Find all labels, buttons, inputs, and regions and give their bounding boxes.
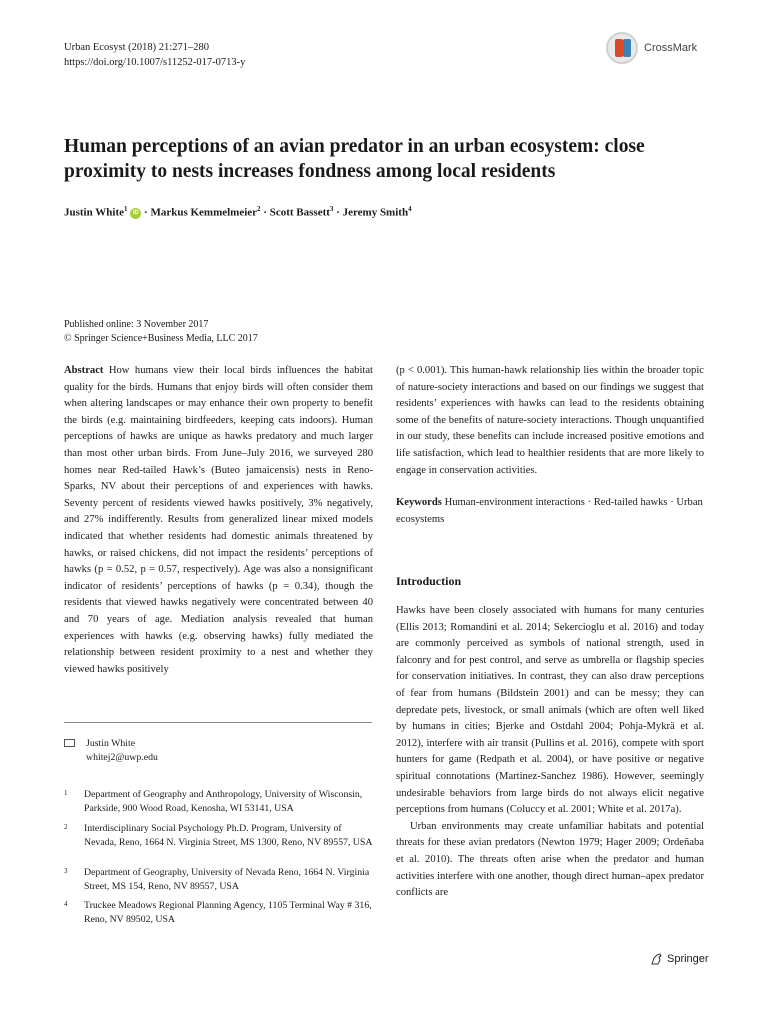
author-separator: · xyxy=(260,206,270,219)
publication-info xyxy=(64,318,258,346)
affiliation-text: Interdisciplinary Social Psychology Ph.D. Program, University of Nevada, Reno, 1664 N. Virginia Street, MS 1300, Reno, NV 89557, USA xyxy=(84,823,373,849)
affiliation-number: 1 xyxy=(64,789,68,797)
abstract-right xyxy=(396,363,704,528)
introduction-paragraph: Hawks have been closely associated with humans for many centuries (Ellis 2013; Romandini et al. 2014; Sekercioglu et al. 2016) and today are commonly perceived as symbols of national strength, used in falconry and for pest control, and serve as umbrella or flagship species for conservation initiatives. In contrast, they can also draw perceptions of fear from humans (Bildstein 2001) and can be messy; they can depredate pets, livestock, or small animals (which are often well liked by humans in cities; Bjerke and Ostdahl 2004; Pohja-Mykrä et al. 2012), interfere with air transit (Pullins et al. 2016), compete with sport hunters for game (Redpath et al. 2004), or have positive or negative spiritual connotations (Martinez-Sanchez 1986). However, seemingly undesirable behaviors from large birds do not always elicit negative perceptions from humans (Coluccy et al. 2001; White et al. 2017a). xyxy=(396,605,704,816)
corresponding-email[interactable]: whitej2@uwp.edu xyxy=(86,752,158,763)
author-affiliation-mark: 3 xyxy=(329,205,334,213)
affiliation-text: Department of Geography and Anthropology, University of Wisconsin, Parkside, 900 Wood Road, Kenosha, WI 53141, USA xyxy=(84,789,363,815)
paper-title: Human perceptions of an avian predator in an urban ecosystem: close proximity to nests increases fondness among local residents xyxy=(64,136,645,182)
publisher-logo xyxy=(650,952,709,966)
affiliation-text: Truckee Meadows Regional Planning Agency, 1105 Terminal Way # 316, Reno, NV 89502, USA xyxy=(84,900,372,926)
author-name[interactable]: Scott Bassett xyxy=(269,206,330,219)
affiliation-number: 3 xyxy=(64,867,68,875)
journal-header xyxy=(64,40,245,70)
keywords-text: Human-environment interactions · Red-tailed hawks · Urban ecosystems xyxy=(396,497,703,525)
affiliation-text: Department of Geography, University of Nevada Reno, 1664 N. Virginia Street, MS 154, Reno, NV 89557, USA xyxy=(84,867,370,893)
keywords xyxy=(396,495,704,528)
journal-citation: Urban Ecosyst (2018) 21:271–280 xyxy=(64,42,209,53)
correspondence xyxy=(64,737,158,765)
author-affiliation-mark: 1 xyxy=(124,205,128,213)
published-date: Published online: 3 November 2017 xyxy=(64,319,209,330)
copyright-notice: © Springer Science+Business Media, LLC 2017 xyxy=(64,333,258,344)
abstract-text-continued: (p < 0.001). This human-hawk relationship lies within the broader topic of nature-society interactions and based on our findings we suggest that residents’ experiences with hawks can lead to the residents obtaining some of the benefits of nature-society interactions. Though unquantified in our study, these benefits can include increased positive emotions and life satisfaction, which lead to healthier residents that are more likely to engage in conservation activities. xyxy=(396,365,704,476)
publisher-name: Springer xyxy=(667,953,709,965)
envelope-icon xyxy=(64,739,75,747)
author-separator: · xyxy=(333,206,343,219)
crossmark-label: CrossMark xyxy=(644,42,698,54)
section-heading-introduction: Introduction xyxy=(396,574,462,588)
affiliation xyxy=(64,822,374,851)
springer-horse-icon xyxy=(650,952,664,966)
author-name[interactable]: Markus Kemmelmeier xyxy=(150,206,258,219)
author-separator: · xyxy=(141,206,151,219)
abstract-text: How humans view their local birds influences the habitat quality for the birds. Humans that enjoy birds will often consider them when altering landscapes or may enhance their own property to benefit the birds (e.g. maintaining birdfeeders, keeping cats indoors). Human perceptions of hawks are unique as hawks predatory and much larger than most other urban birds. From June–July 2016, we surveyed 280 homes near Red-tailed Hawk’s (Buteo jamaicensis) nests in Reno-Sparks, NV about their perceptions of and experiences with hawks. Seventy percent of residents viewed hawks positively, 3% negatively, and 27% indifferently. Results from generalized linear mixed models indicated that whether residents had domestic animals threatened by hawks, or raised chickens, did not impact the residents’ perceptions of hawks (p = 0.52, p = 0.57, respectively). Age was also a nonsignificant indicator of residents’ perceptions of hawks (p = 0.34), though the residents that viewed hawks negatively were concentrated between 40 and 70 years of age. Mediation analysis revealed that human experiences with hawks (e.g. observing hawks) fully mediated the relationship between resident proximity to a nest and whether they viewed hawks positively xyxy=(64,365,373,675)
affiliation xyxy=(64,788,374,817)
author-affiliation-mark: 4 xyxy=(408,205,412,213)
corresponding-author: Justin White xyxy=(86,738,136,749)
doi-link[interactable]: https://doi.org/10.1007/s11252-017-0713-y xyxy=(64,57,246,68)
crossmark-icon xyxy=(606,32,638,64)
author-affiliation-mark: 2 xyxy=(257,205,261,213)
keywords-label: Keywords xyxy=(396,497,442,509)
introduction-paragraph: Urban environments may create unfamiliar habitats and potential threats for these avian predators (Newton 1979; Hager 2009; Ordeñaba et al. 2010). The threats often arise when the predator and human activities interfere with one another, though direct human–apex predator conflicts are xyxy=(396,820,704,899)
affiliation-number: 2 xyxy=(64,823,68,831)
introduction-body xyxy=(396,603,704,902)
abstract-left xyxy=(64,363,373,678)
author-list xyxy=(64,205,412,219)
footnote-divider xyxy=(64,722,372,723)
affiliation-number: 4 xyxy=(64,900,68,908)
author-name[interactable]: Jeremy Smith xyxy=(342,206,409,219)
orcid-icon[interactable]: iD xyxy=(130,208,141,219)
affiliation xyxy=(64,899,374,928)
abstract-label: Abstract xyxy=(64,365,104,376)
crossmark-badge[interactable] xyxy=(606,32,697,64)
affiliation xyxy=(64,866,374,895)
author-name[interactable]: Justin White xyxy=(64,206,125,219)
